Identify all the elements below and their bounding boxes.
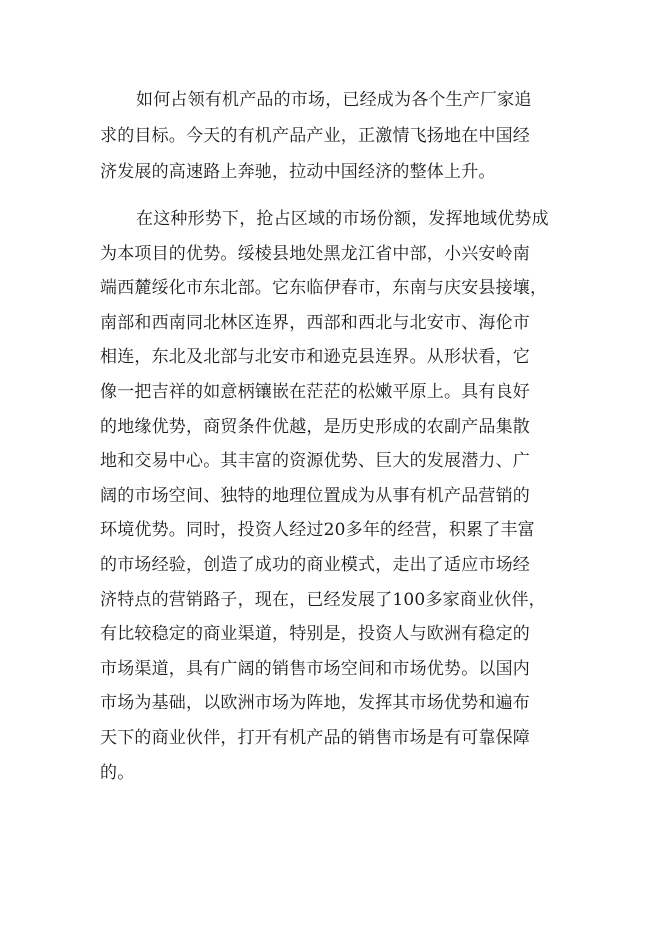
paragraph-1 — [100, 82, 570, 190]
text-line — [100, 202, 570, 237]
text-line: 相连，东北及北部与北安市和逊克县连界。从形状看，它 — [100, 347, 530, 368]
text-line: 像一把吉祥的如意柄镶嵌在茫茫的松嫩平原上。具有良好 — [100, 381, 530, 402]
text-line: 市场为基础，以欧洲市场为阵地，发挥其市场优势和遍布 — [100, 693, 530, 714]
text-line: 市场渠道，具有广阔的销售市场空间和市场优势。以国内 — [100, 658, 530, 679]
text-line: 南部和西南同北林区连界，西部和西北与北安市、海伦市 — [100, 312, 530, 333]
text-line: 天下的商业伙伴，打开有机产品的销售市场是有可靠保障 — [100, 727, 530, 748]
text-line: 济特点的营销路子，现在，已经发展了100多家商业伙伴， — [100, 589, 546, 610]
line-text: 如何占领有机产品的市场，已经成为各个生产厂家追 — [136, 90, 532, 110]
text-line: 求的目标。今天的有机产品产业，正激情飞扬地在中国经 — [100, 126, 530, 146]
text-line: 济发展的高速路上奔驰，拉动中国经济的整体上升。 — [100, 162, 496, 182]
text-line: 阔的市场空间、独特的地理位置成为从事有机产品营销的 — [100, 485, 530, 506]
text-line: 地和交易中心。其丰富的资源优势、巨大的发展潜力、广 — [100, 451, 530, 472]
text-line: 有比较稳定的商业渠道，特别是，投资人与欧洲有稳定的 — [100, 624, 530, 645]
text-line — [100, 82, 570, 118]
text-line: 端西麓绥化市东北部。它东临伊春市，东南与庆安县接壤， — [100, 278, 548, 299]
text-line: 的市场经验，创造了成功的商业模式，走出了适应市场经 — [100, 554, 530, 575]
text-line: 环境优势。同时，投资人经过20多年的经营，积累了丰富 — [100, 520, 535, 541]
text-line: 的地缘优势，商贸条件优越，是历史形成的农副产品集散 — [100, 416, 530, 437]
text-line: 的。 — [100, 762, 135, 783]
line-text: 在这种形势下，抢占区域的市场份额，发挥地域优势成 — [136, 209, 549, 229]
text-line: 为本项目的优势。绥棱县地处黑龙江省中部，小兴安岭南 — [100, 243, 530, 264]
paragraph-2 — [100, 202, 570, 790]
